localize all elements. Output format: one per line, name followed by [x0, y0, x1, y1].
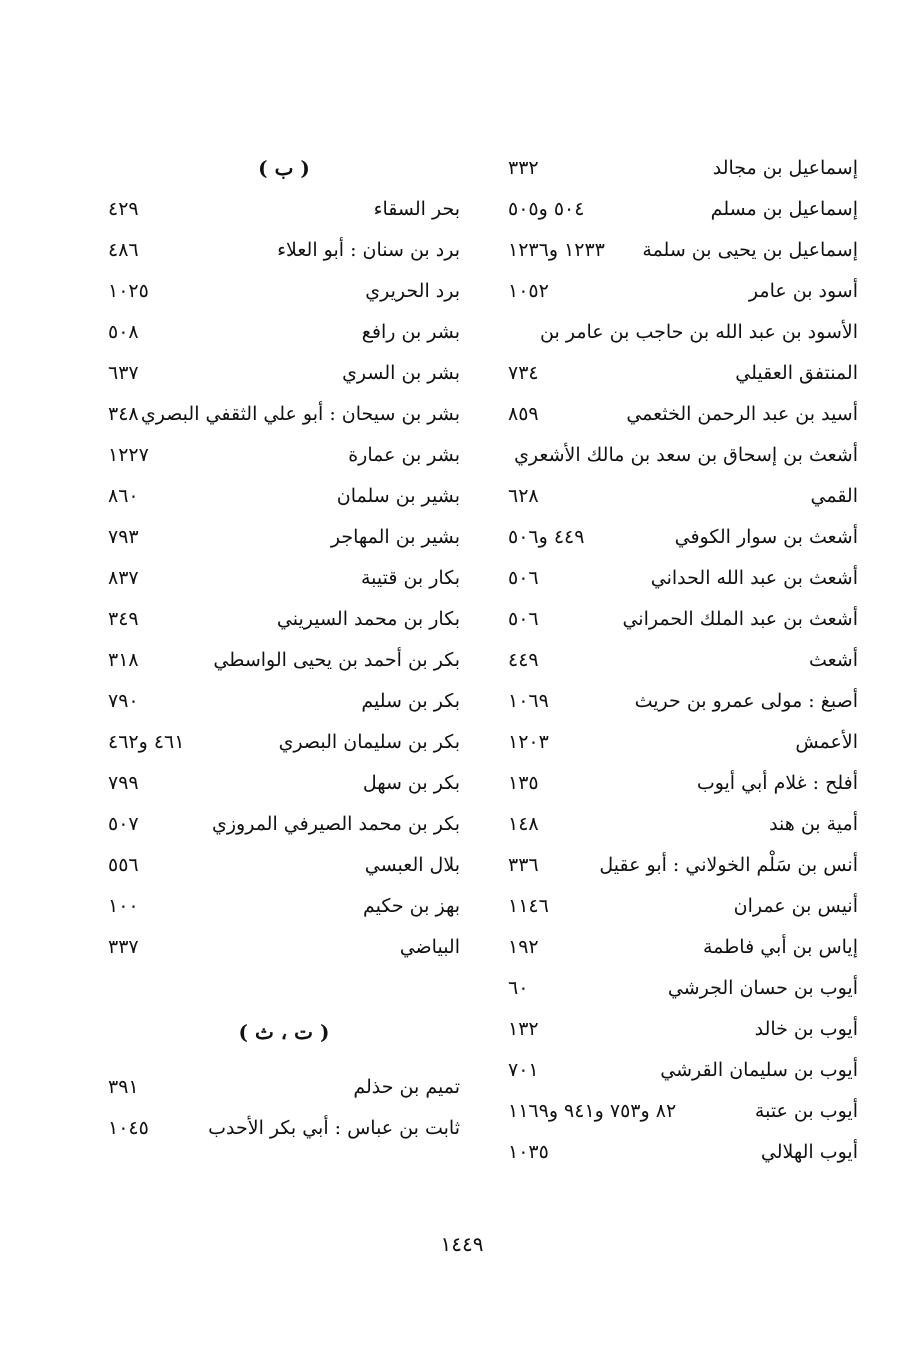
index-entry: بشير بن المهاجر ٧٩٣	[108, 526, 460, 548]
index-entry: إياس بن أبي فاطمة ١٩٢	[508, 936, 858, 958]
index-entry: برد الحريري ١٠٢٥	[108, 280, 460, 302]
index-entry: ثابت بن عباس : أبي بكر الأحدب ١٠٤٥	[108, 1117, 460, 1139]
index-entry: إسماعيل بن مجالد ٣٣٢	[508, 157, 858, 179]
index-entry: أسيد بن عبد الرحمن الخثعمي ٨٥٩	[508, 403, 858, 425]
index-entry: أشعث بن إسحاق بن سعد بن مالك الأشعري	[514, 444, 858, 466]
index-entry: أشعث بن عبد الله الحداني ٥٠٦	[508, 567, 858, 589]
index-entry: بشير بن سلمان ٨٦٠	[108, 485, 460, 507]
index-entry: القمي ٦٢٨	[508, 485, 858, 507]
index-entry: أنيس بن عمران ١١٤٦	[508, 895, 858, 917]
index-entry: بكر بن أحمد بن يحيى الواسطي ٣١٨	[108, 649, 460, 671]
index-entry: إسماعيل بن يحيى بن سلمة ١٢٣٣ و١٢٣٦	[508, 239, 858, 261]
index-entry: أشعث بن سوار الكوفي ٤٤٩ و٥٠٦	[508, 526, 858, 548]
index-entry: بكر بن محمد الصيرفي المروزي ٥٠٧	[108, 813, 460, 835]
index-entry: المنتفق العقيلي ٧٣٤	[508, 362, 858, 384]
right-column	[508, 148, 858, 1173]
index-entry: أيوب الهلالي ١٠٣٥	[508, 1141, 858, 1163]
index-entry: بحر السقاء ٤٢٩	[108, 198, 460, 220]
index-entry: الأسود بن عبد الله بن حاجب بن عامر بن	[540, 321, 858, 343]
left-column	[108, 148, 460, 1149]
index-entry: بشر بن رافع ٥٠٨	[108, 321, 460, 343]
index-entry: بكار بن محمد السيريني ٣٤٩	[108, 608, 460, 630]
index-entry: أيوب بن حسان الجرشي ٦٠	[508, 977, 858, 999]
section-heading-ta: ( ت ، ث )	[238, 1020, 330, 1044]
index-entry: إسماعيل بن مسلم ٥٠٤ و٥٠٥	[508, 198, 858, 220]
index-entry: بشر بن سيحان : أبو علي الثقفي البصري ٣٤٨	[108, 403, 460, 425]
index-entry: بشر بن عمارة ١٢٢٧	[108, 444, 460, 466]
index-entry: بلال العبسي ٥٥٦	[108, 854, 460, 876]
index-entry: أشعث بن عبد الملك الحمراني ٥٠٦	[508, 608, 858, 630]
index-entry: بشر بن السري ٦٣٧	[108, 362, 460, 384]
index-entry: أنس بن سَلْم الخولاني : أبو عقيل ٣٣٦	[508, 854, 858, 876]
index-entry: برد بن سنان : أبو العلاء ٤٨٦	[108, 239, 460, 261]
index-entry: أصبغ : مولى عمرو بن حريث ١٠٦٩	[508, 690, 858, 712]
index-entry: تميم بن حذلم ٣٩١	[108, 1076, 460, 1098]
index-entry: بكر بن سليمان البصري ٤٦١ و٤٦٢	[108, 731, 460, 753]
index-entry: الأعمش ١٢٠٣	[508, 731, 858, 753]
index-entry: أيوب بن عتبة ٨٢ و٧٥٣ و٩٤١ و١١٦٩	[508, 1100, 858, 1122]
index-entry: أفلح : غلام أبي أيوب ١٣٥	[508, 772, 858, 794]
index-entry: أيوب بن سليمان القرشي ٧٠١	[508, 1059, 858, 1081]
index-entry: أيوب بن خالد ١٣٢	[508, 1018, 858, 1040]
index-entry: بكر بن سهل ٧٩٩	[108, 772, 460, 794]
index-entry: بهز بن حكيم ١٠٠	[108, 895, 460, 917]
index-entry: البياضي ٣٣٧	[108, 936, 460, 958]
index-entry: بكار بن قتيبة ٨٣٧	[108, 567, 460, 589]
index-entry: أسود بن عامر ١٠٥٢	[508, 280, 858, 302]
index-entry: بكر بن سليم ٧٩٠	[108, 690, 460, 712]
section-heading-ba: ( ب )	[258, 156, 310, 180]
index-entry: أشعث ٤٤٩	[508, 649, 858, 671]
page-number: ١٤٤٩	[440, 1232, 484, 1256]
index-entry: أمية بن هند ١٤٨	[508, 813, 858, 835]
